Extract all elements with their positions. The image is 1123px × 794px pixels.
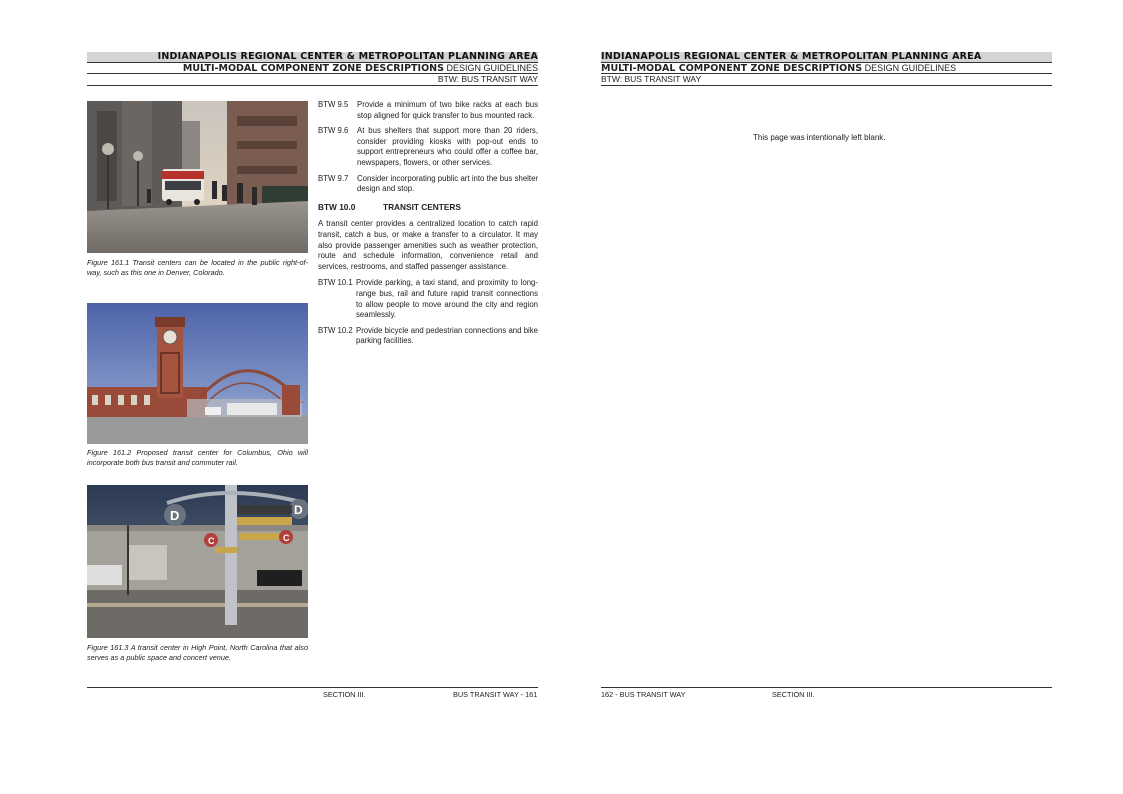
svg-text:D: D: [170, 508, 180, 523]
figure-high-point-photo: [87, 485, 308, 638]
high-point-transit-image: [87, 485, 308, 638]
header-title-text: INDIANAPOLIS REGIONAL CENTER & METROPOLITAN PLANNING AREA: [157, 51, 538, 62]
footer-section: SECTION III.: [772, 690, 815, 699]
columbus-transit-image: [87, 303, 308, 444]
guidelines-text-column: [318, 100, 538, 352]
section-paragraph: A transit center provides a centralized location to catch rapid transit, catch a bus, or make a transfer to a circulator. It may also provide passenger amenities such as weather protection, route and schedule information, convenience retail and services, restrooms, and staffed passenger assistance.: [318, 219, 538, 271]
figure-denver-photo: [87, 101, 308, 253]
guideline-number: BTW 9.5: [318, 100, 349, 109]
section-heading-number: BTW 10.0: [318, 201, 356, 212]
footer-rule: [601, 687, 1052, 688]
guideline-item: [318, 326, 538, 347]
blank-page-notice: This page was intentionally left blank.: [753, 133, 886, 142]
header-title: [87, 52, 538, 62]
guideline-text: At bus shelters that support more than 20 riders, consider providing kiosks with pop-out ends to support entrepreneurs who could offer a coffee bar, newspapers, flowers, or other services.: [357, 126, 538, 167]
guideline-number: BTW 10.2: [318, 325, 353, 335]
header-subtitle-bold: MULTI-MODAL COMPONENT ZONE DESCRIPTIONS: [601, 63, 863, 74]
header-title: [601, 52, 1052, 62]
right-page: [561, 0, 1123, 794]
denver-street-image: [87, 101, 308, 253]
header-subtitle-light: DESIGN GUIDELINES: [446, 63, 538, 73]
figure-columbus-rendering: [87, 303, 308, 444]
guideline-item: [318, 278, 538, 320]
section-heading-title: TRANSIT CENTERS: [383, 201, 461, 212]
left-page: [0, 0, 561, 794]
header-section-tag-text: BTW: BUS TRANSIT WAY: [437, 74, 538, 84]
guideline-item: [318, 174, 538, 195]
guideline-text: Provide bicycle and pedestrian connections and bike parking facilities.: [356, 325, 538, 346]
header-subtitle-bold: MULTI-MODAL COMPONENT ZONE DESCRIPTIONS: [182, 63, 444, 74]
header-title-text: INDIANAPOLIS REGIONAL CENTER & METROPOLITAN PLANNING AREA: [601, 51, 982, 62]
footer-page-number: BUS TRANSIT WAY - 161: [453, 690, 538, 699]
header-section-tag-text: BTW: BUS TRANSIT WAY: [601, 74, 702, 84]
guideline-text: Provide parking, a taxi stand, and proximity to long-range bus, rail and future rapid transit connections to allow people to move around the city and region seamlessly.: [356, 278, 538, 320]
header-subtitle-light: DESIGN GUIDELINES: [864, 63, 957, 73]
footer-section: SECTION III.: [323, 690, 366, 699]
guideline-item: [318, 100, 538, 121]
figure-caption: Figure 161.3 A transit center in High Point, North Carolina that also serves as a public space and concert venue.: [87, 643, 308, 662]
guideline-text: Provide a minimum of two bike racks at each bus stop aligned for quick transfer to bus mounted rack.: [357, 100, 538, 120]
figure-caption: Figure 161.1 Transit centers can be located in the public right-of-way, such as this one in Denver, Colorado.: [87, 258, 308, 277]
svg-text:C: C: [208, 536, 215, 546]
guideline-item: [318, 126, 538, 168]
figure-caption: Figure 161.2 Proposed transit center for Columbus, Ohio will incorporate both bus transit and commuter rail.: [87, 448, 308, 467]
guideline-number: BTW 10.1: [318, 278, 353, 288]
section-heading: [318, 202, 538, 213]
svg-text:C: C: [283, 533, 290, 543]
header-section-tag: [601, 73, 1052, 86]
guideline-number: BTW 9.7: [318, 173, 349, 183]
header-section-tag: [87, 73, 538, 86]
footer-page-number: 162 - BUS TRANSIT WAY: [601, 690, 686, 699]
guideline-number: BTW 9.6: [318, 126, 349, 136]
svg-text:D: D: [294, 503, 303, 517]
guideline-text: Consider incorporating public art into the bus shelter design and stop.: [357, 173, 538, 194]
footer-rule: [87, 687, 538, 688]
